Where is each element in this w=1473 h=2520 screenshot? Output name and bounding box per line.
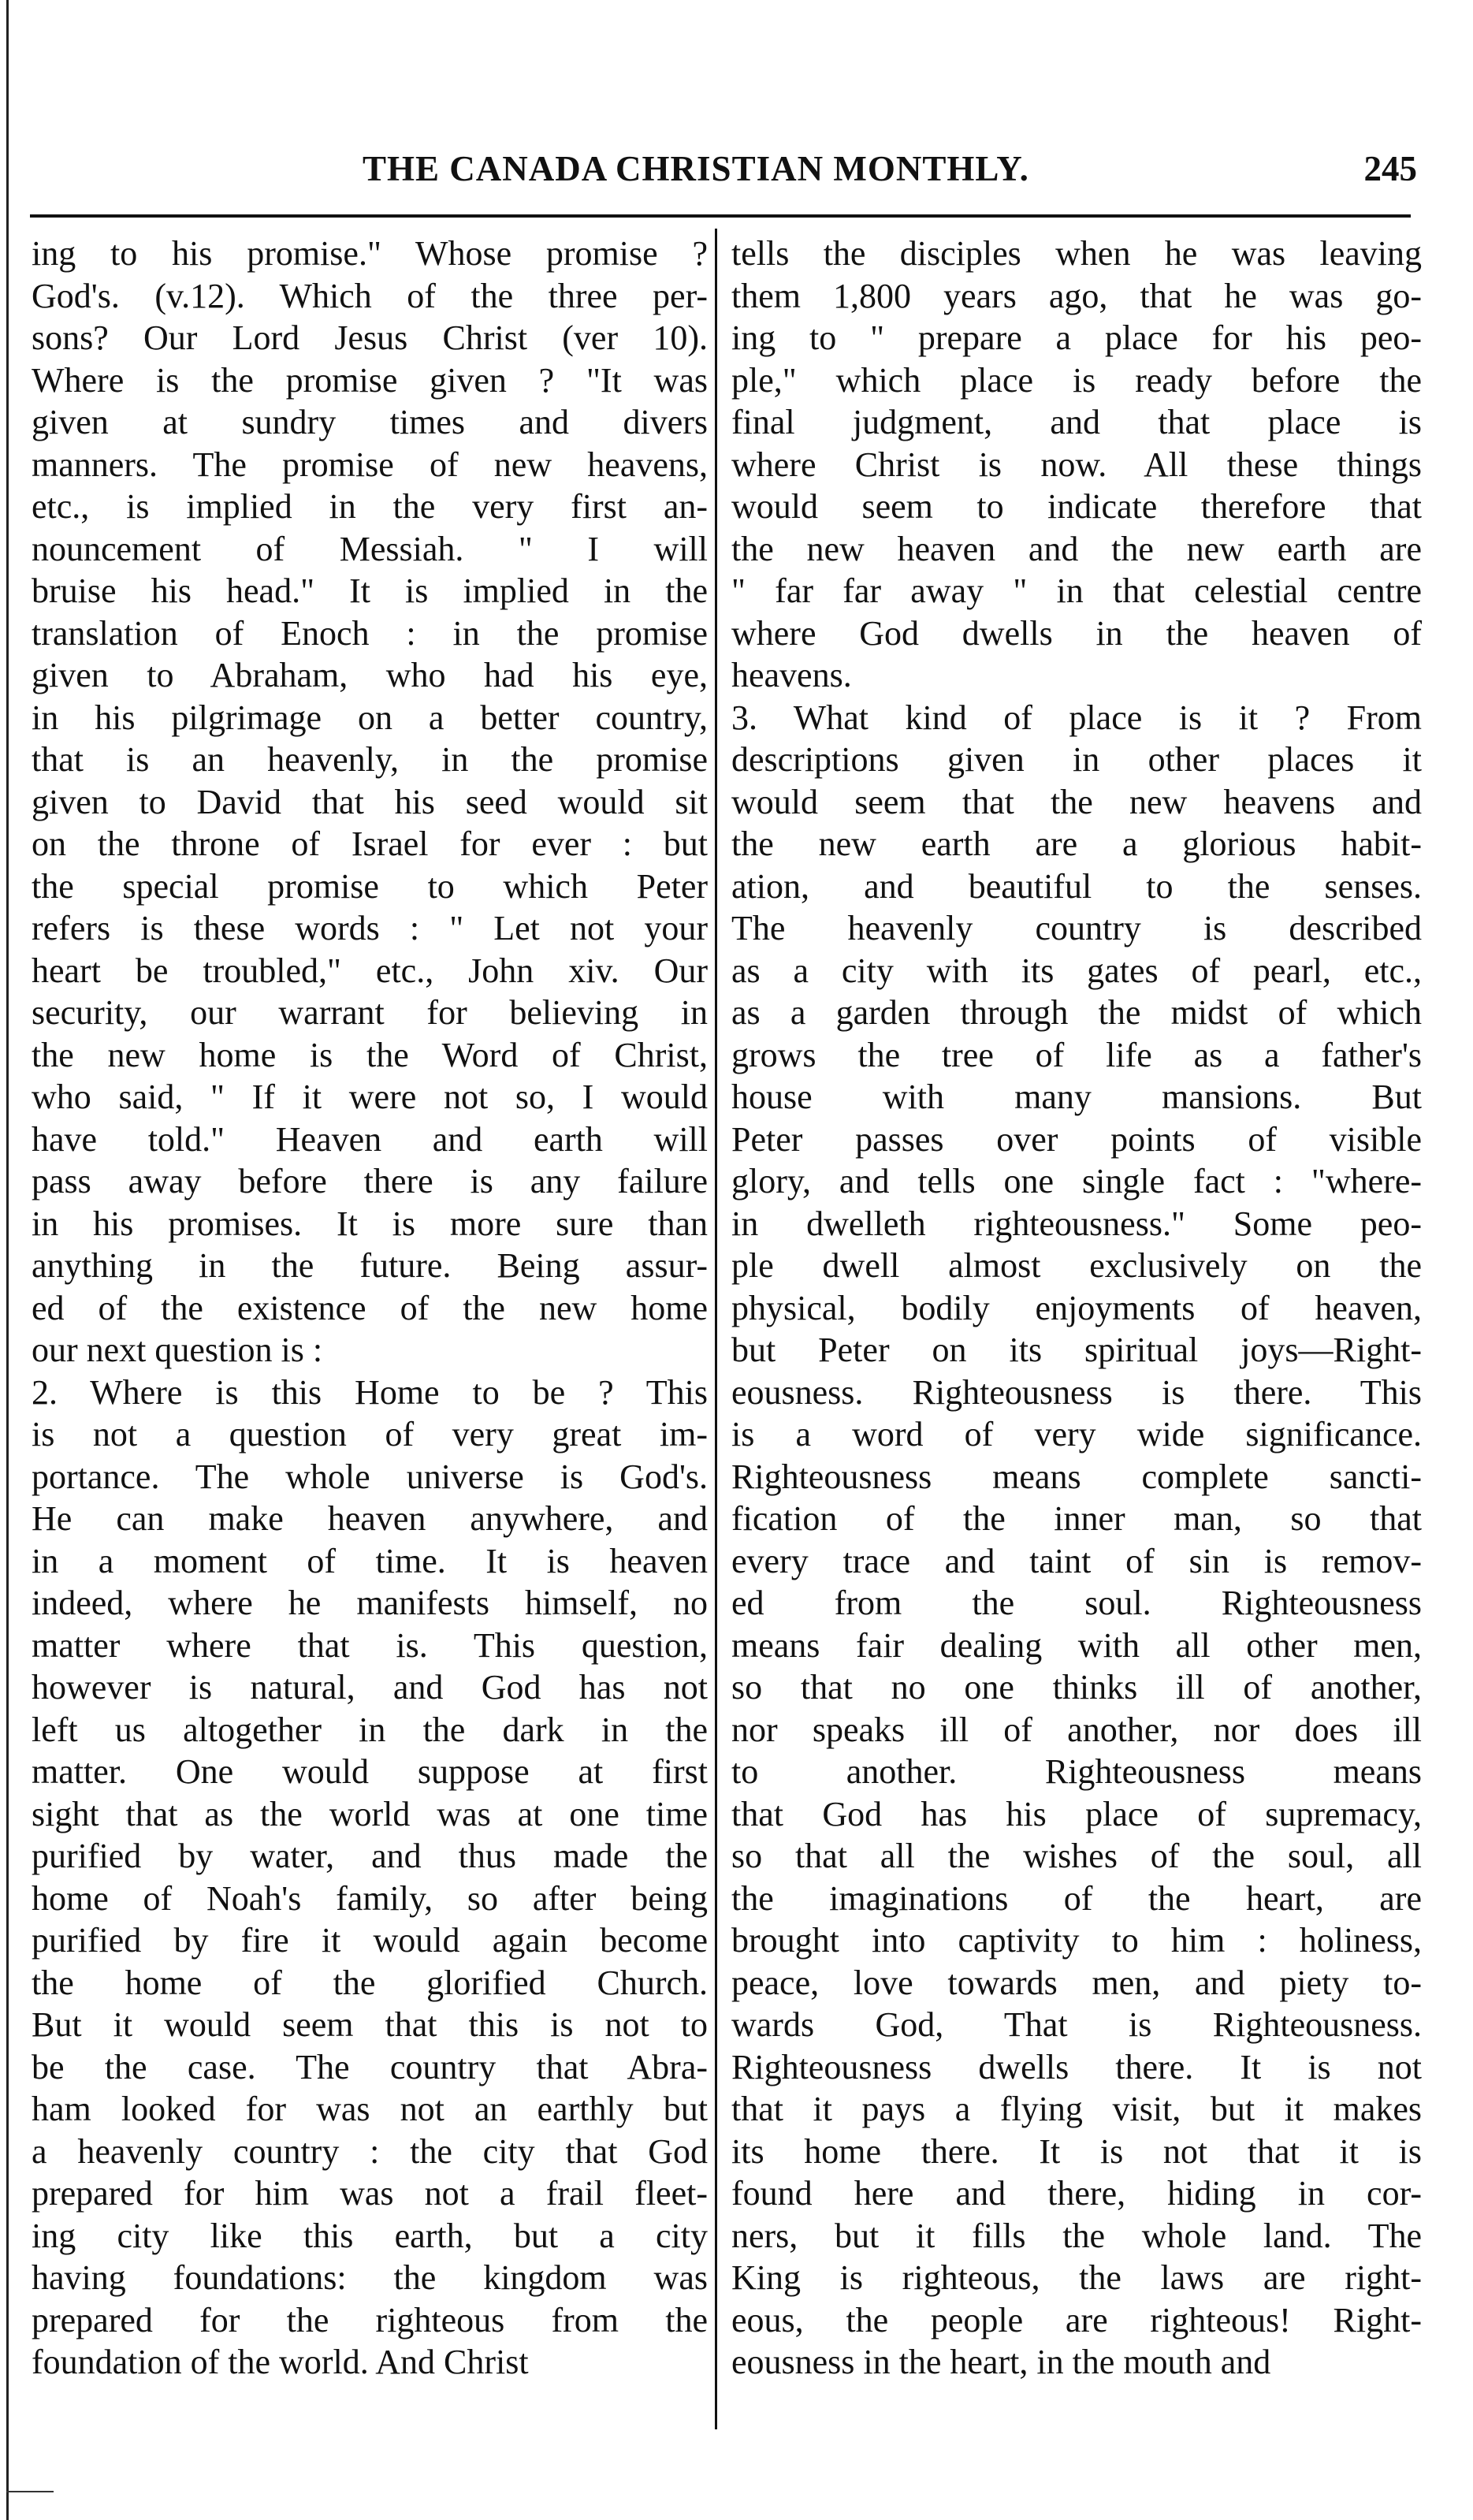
scan-edge-line [6,0,9,2520]
text-line: pass away before there is any failure [32,1162,708,1200]
page-number: 245 [1363,149,1417,188]
text-line: Righteousness dwells there. It is not [731,2047,1422,2086]
text-line: our next question is : [32,1331,323,1369]
text-line: final judgment, and that place is [731,403,1422,441]
text-line: But it would seem that this is not to [32,2005,708,2044]
text-line: in his pilgrimage on a better country, [32,698,708,737]
text-line: purified by fire it would again become [32,1921,708,1960]
text-line: fication of the inner man, so that [731,1499,1422,1538]
text-line: purified by water, and thus made the [32,1837,708,1875]
text-line: in dwelleth righteousness." Some peo- [731,1204,1422,1243]
text-line: so that no one thinks ill of another, [731,1668,1422,1707]
text-line: that is an heavenly, in the promise [32,740,708,779]
text-line: left us altogether in the dark in the [32,1710,708,1749]
text-line: 3. What kind of place is it ? From [731,698,1422,737]
text-line: would seem that the new heavens and [731,782,1422,821]
text-line: every trace and taint of sin is remov- [731,1541,1422,1580]
text-line: brought into captivity to him : holiness, [731,1921,1422,1960]
text-line: is not a question of very great im- [32,1415,708,1454]
text-line: heavens. [731,656,852,694]
text-line: The heavenly country is described [731,909,1422,947]
text-line: be the case. The country that Abra- [32,2047,708,2086]
text-line: where Christ is now. All these things [731,445,1422,484]
text-line: given at sundry times and divers [32,403,708,441]
text-line: " far far away " in that celestial centre [731,571,1422,610]
text-line: 2. Where is this Home to be ? This [32,1372,708,1412]
text-line: that God has his place of supremacy, [731,1794,1422,1833]
text-line: wards God, That is Righteousness. [731,2005,1422,2044]
running-title: THE CANADA CHRISTIAN MONTHLY. [363,149,1029,188]
text-line: sight that as the world was at one time [32,1794,708,1833]
text-line: where God dwells in the heaven of [731,613,1422,653]
text-line: nor speaks ill of another, nor does ill [731,1710,1422,1749]
text-line: as a garden through the midst of which [731,993,1422,1032]
text-line: as a city with its gates of pearl, etc., [731,951,1422,990]
text-line: etc., is implied in the very first an- [32,487,708,526]
text-line: home of Noah's family, so after being [32,1878,708,1918]
text-line: foundation of the world. And Christ [32,2343,529,2381]
text-line: the new earth are a glorious habit- [731,824,1422,863]
text-line: sons? Our Lord Jesus Christ (ver 10). [32,318,708,357]
text-line: eousness in the heart, in the mouth and [731,2343,1271,2381]
text-line: who said, " If it were not so, I would [32,1078,708,1116]
text-line: ation, and beautiful to the senses. [731,866,1422,906]
text-line: its home there. It is not that it is [731,2131,1422,2171]
text-line: would seem to indicate therefore that [731,487,1422,526]
text-line: having foundations: the kingdom was [32,2258,708,2297]
column-divider [715,229,717,2429]
text-line: is a word of very wide significance. [731,1415,1422,1454]
text-line: ple dwell almost exclusively on the [731,1246,1422,1285]
text-line: in his promises. It is more sure than [32,1204,708,1243]
text-line: however is natural, and God has not [32,1668,708,1707]
text-line: refers is these words : " Let not your [32,909,708,947]
text-line: God's. (v.12). Which of the three per- [32,276,708,315]
text-line: ners, but it fills the whole land. The [731,2216,1422,2255]
text-line: ing to his promise." Whose promise ? [32,234,708,273]
text-line: ed from the soul. Righteousness [731,1584,1422,1622]
text-line: ham looked for was not an earthly but [32,2090,708,2128]
text-line: ed of the existence of the new home [32,1288,708,1327]
text-line: have told." Heaven and earth will [32,1119,708,1159]
text-line: prepared for him was not a frail fleet- [32,2174,708,2213]
text-line: King is righteous, the laws are right- [731,2258,1422,2297]
text-line: peace, love towards men, and piety to- [731,1963,1422,2002]
text-line: indeed, where he manifests himself, no [32,1584,708,1622]
right-column [731,233,1422,2416]
text-line: the new heaven and the new earth are [731,529,1422,568]
text-line: physical, bodily enjoyments of heaven, [731,1288,1422,1327]
text-line: to another. Righteousness means [731,1752,1422,1791]
text-line: portance. The whole universe is God's. [32,1457,708,1496]
text-line: ple," which place is ready before the [731,360,1422,400]
page-header [32,148,1434,211]
text-line: prepared for the righteous from the [32,2300,708,2339]
text-line: on the throne of Israel for ever : but [32,824,708,863]
text-line: matter where that is. This question, [32,1625,708,1665]
text-line: the special promise to which Peter [32,866,708,906]
bottom-mark [6,2491,54,2492]
text-line: tells the disciples when he was leaving [731,234,1422,273]
text-line: Peter passes over points of visible [731,1119,1422,1159]
text-line: anything in the future. Being assur- [32,1246,708,1285]
text-line: the home of the glorified Church. [32,1963,708,2002]
text-line: He can make heaven anywhere, and [32,1499,708,1538]
text-line: that it pays a flying visit, but it makes [731,2090,1422,2128]
text-line: manners. The promise of new heavens, [32,445,708,484]
text-line: in a moment of time. It is heaven [32,1541,708,1580]
text-line: grows the tree of life as a father's [731,1035,1422,1074]
text-line: given to David that his seed would sit [32,782,708,821]
text-line: the imaginations of the heart, are [731,1878,1422,1918]
text-line: found here and there, hiding in cor- [731,2174,1422,2213]
text-line: eous, the people are righteous! Right- [731,2300,1422,2339]
text-line: them 1,800 years ago, that he was go- [731,276,1422,315]
text-line: security, our warrant for believing in [32,993,708,1032]
text-line: translation of Enoch : in the promise [32,613,708,653]
text-line: given to Abraham, who had his eye, [32,656,708,694]
text-line: nouncement of Messiah. " I will [32,529,708,568]
left-column [32,233,708,2416]
text-line: ing to " prepare a place for his peo- [731,318,1422,357]
text-line: but Peter on its spiritual joys—Right- [731,1331,1422,1369]
text-line: a heavenly country : the city that God [32,2131,708,2171]
text-line: bruise his head." It is implied in the [32,571,708,610]
text-line: the new home is the Word of Christ, [32,1035,708,1074]
text-line: ing city like this earth, but a city [32,2216,708,2255]
text-line: house with many mansions. But [731,1078,1422,1116]
text-line: heart be troubled," etc., John xiv. Our [32,951,708,990]
text-line: descriptions given in other places it [731,740,1422,779]
text-line: glory, and tells one single fact : "where- [731,1162,1422,1200]
text-line: Righteousness means complete sancti- [731,1457,1422,1496]
header-rule [30,214,1411,218]
text-line: so that all the wishes of the soul, all [731,1837,1422,1875]
text-line: means fair dealing with all other men, [731,1625,1422,1665]
text-line: matter. One would suppose at first [32,1752,708,1791]
text-line: Where is the promise given ? "It was [32,360,708,400]
text-line: eousness. Righteousness is there. This [731,1372,1422,1412]
